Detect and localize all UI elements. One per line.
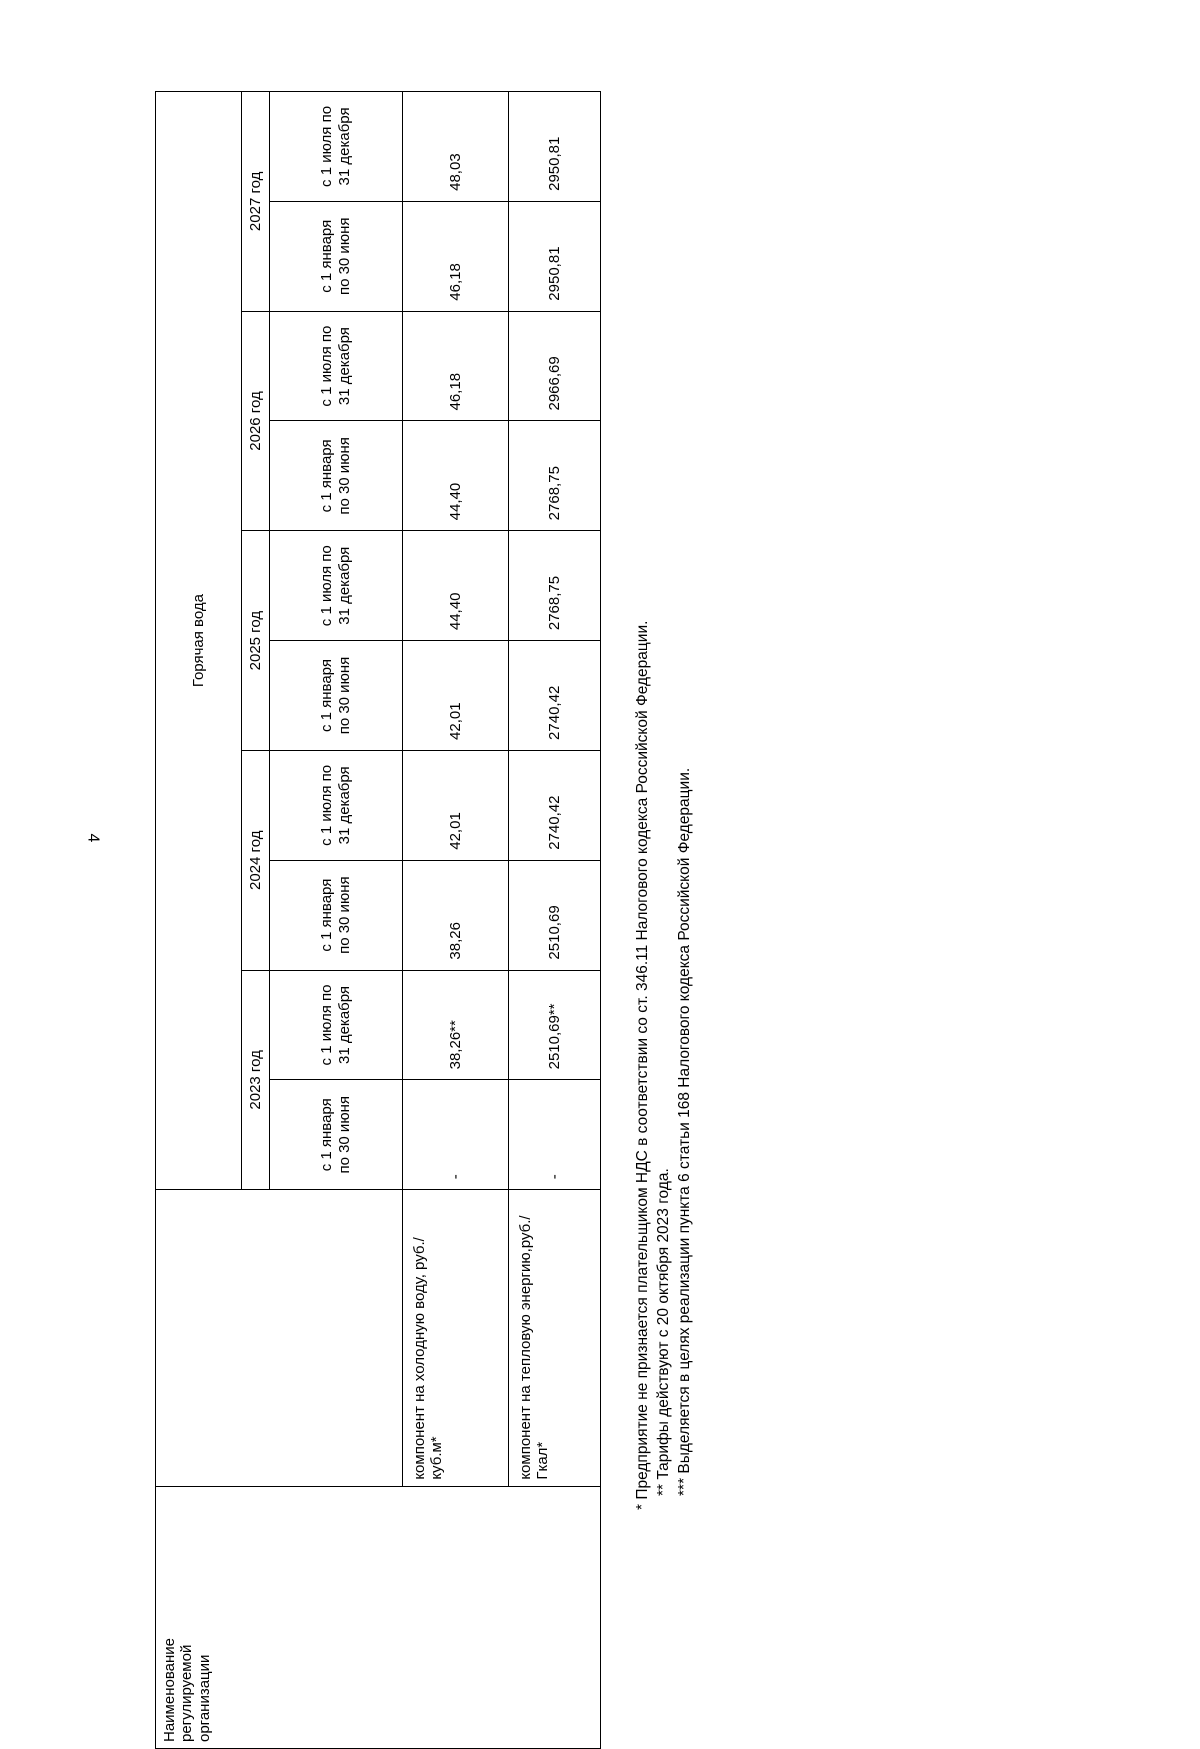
period-line: по 30 июня xyxy=(336,1096,353,1174)
period-line: по 30 июня xyxy=(336,876,353,954)
value-cell: 44,40 xyxy=(403,531,509,641)
period-line: с 1 января xyxy=(318,1098,335,1172)
value-cell: 2510,69 xyxy=(509,860,601,970)
period-header-second-half xyxy=(270,750,403,860)
period-line: по 30 июня xyxy=(336,217,353,296)
period-header-first-half xyxy=(270,641,403,751)
value-cell: 2740,42 xyxy=(509,641,601,751)
period-line: с 1 июля по xyxy=(318,545,335,627)
year-header: 2023 год xyxy=(242,970,270,1190)
period-line: с 1 января xyxy=(318,219,335,293)
period-line: с 1 января xyxy=(318,659,335,733)
year-header: 2024 год xyxy=(242,750,270,970)
value-cell: 2510,69** xyxy=(509,970,601,1080)
value-cell: 2966,69 xyxy=(509,311,601,421)
period-header-first-half xyxy=(270,201,403,311)
value-cell: 46,18 xyxy=(403,201,509,311)
value-cell: 2950,81 xyxy=(509,201,601,311)
period-line: с 1 января xyxy=(318,439,335,513)
period-line: 31 декабря xyxy=(336,546,353,625)
value-cell: 2768,75 xyxy=(509,421,601,531)
footnotes xyxy=(632,350,695,1510)
period-line: с 1 января xyxy=(318,878,335,952)
period-header-first-half xyxy=(270,421,403,531)
group-header-hot-water: Горячая вода xyxy=(156,92,242,1190)
period-line: 31 декабря xyxy=(336,327,353,406)
period-header-second-half xyxy=(270,970,403,1080)
value-cell: 44,40 xyxy=(403,421,509,531)
footnote: *** Выделяется в целях реализации пункта 6 статьи 168 Налогового кодекса Российской Федерации. xyxy=(676,767,693,1496)
period-line: с 1 июля по xyxy=(318,764,335,846)
period-header-first-half xyxy=(270,860,403,970)
component-label: компонент на холодную воду, руб./куб.м* xyxy=(411,1237,446,1480)
period-line: 31 декабря xyxy=(336,985,353,1065)
value-cell: 2740,42 xyxy=(509,750,601,860)
org-name-header: Наименование регулируемой организации xyxy=(161,1638,213,1742)
value-cell: 48,03 xyxy=(403,92,509,202)
year-header: 2026 год xyxy=(242,311,270,531)
value-cell: 38,26 xyxy=(403,860,509,970)
year-header: 2027 год xyxy=(242,92,270,312)
period-header-second-half xyxy=(270,92,403,202)
tariff-table xyxy=(155,91,601,1749)
value-cell: - xyxy=(509,1080,601,1190)
period-line: с 1 июля по xyxy=(318,325,335,407)
period-line: 31 декабря xyxy=(336,766,353,845)
value-cell: - xyxy=(403,1080,509,1190)
component-label: компонент на тепловую энергию,руб./Гкал* xyxy=(517,1215,552,1480)
period-line: с 1 июля по xyxy=(318,984,335,1066)
value-cell: 46,18 xyxy=(403,311,509,421)
value-cell: 42,01 xyxy=(403,641,509,751)
page-number: 4 xyxy=(84,833,102,843)
value-cell: 2768,75 xyxy=(509,531,601,641)
value-cell: 2950,81 xyxy=(509,92,601,202)
period-header-second-half xyxy=(270,311,403,421)
period-line: по 30 июня xyxy=(336,656,353,735)
tariff-table-container xyxy=(155,91,600,1749)
org-name-header-cell xyxy=(156,1486,601,1748)
period-line: 31 декабря xyxy=(336,107,353,186)
value-cell: 38,26** xyxy=(403,970,509,1080)
year-header: 2025 год xyxy=(242,531,270,751)
component-label-cell xyxy=(509,1190,601,1486)
period-line: по 30 июня xyxy=(336,437,353,515)
footnote: ** Тарифы действуют с 20 октября 2023 года. xyxy=(655,1168,672,1496)
value-cell: 42,01 xyxy=(403,750,509,860)
period-line: с 1 июля по xyxy=(318,105,335,187)
period-header-first-half xyxy=(270,1080,403,1190)
footnote: * Предприятие не признается плательщиком НДС в соответствии со ст. 346.11 Налогового кодекса Российской Федерации. xyxy=(634,620,651,1510)
period-header-second-half xyxy=(270,531,403,641)
component-label-cell xyxy=(403,1190,509,1486)
empty-header-cell xyxy=(156,1190,403,1486)
